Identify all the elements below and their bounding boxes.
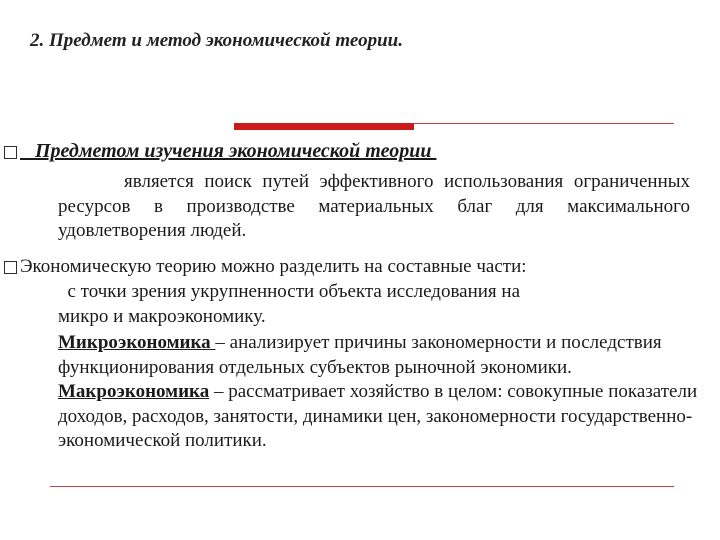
macro-text: – рассматривает хозяйство в целом: совокупные показатели доходов, расходов, занятости, динамики цен, закономерности государственно-экономической политики.	[58, 381, 698, 451]
checkbox-subject[interactable]	[4, 146, 17, 159]
parts-paragraph: Экономическую теорию можно разделить на составные части:	[20, 256, 527, 277]
micro-term: Микроэкономика	[58, 332, 216, 353]
slide-title: 2. Предмет и метод экономической теории.	[30, 30, 403, 51]
point-line-1: с точки зрения укрупненности объекта исследования на	[58, 281, 521, 302]
micro-entry	[58, 331, 698, 380]
point-line-2: микро и макроэкономику.	[58, 305, 266, 327]
bottom-rule	[50, 486, 674, 487]
subject-paragraph: является поиск путей эффективного использования ограниченных ресурсов в производстве материальных благ для максимального удовлетворения людей.	[58, 171, 690, 241]
macro-entry	[58, 380, 698, 454]
subject-heading: Предметом изучения экономической теории	[20, 140, 437, 162]
accent-bar	[234, 123, 414, 130]
micro-text: – анализирует причины закономерности и последствия функционирования отдельных субъектов рыночной экономики.	[58, 332, 662, 378]
checkbox-parts[interactable]	[4, 261, 17, 274]
macro-term: Макроэкономика	[58, 381, 210, 402]
accent-line	[414, 123, 674, 124]
parts-list	[58, 280, 698, 454]
